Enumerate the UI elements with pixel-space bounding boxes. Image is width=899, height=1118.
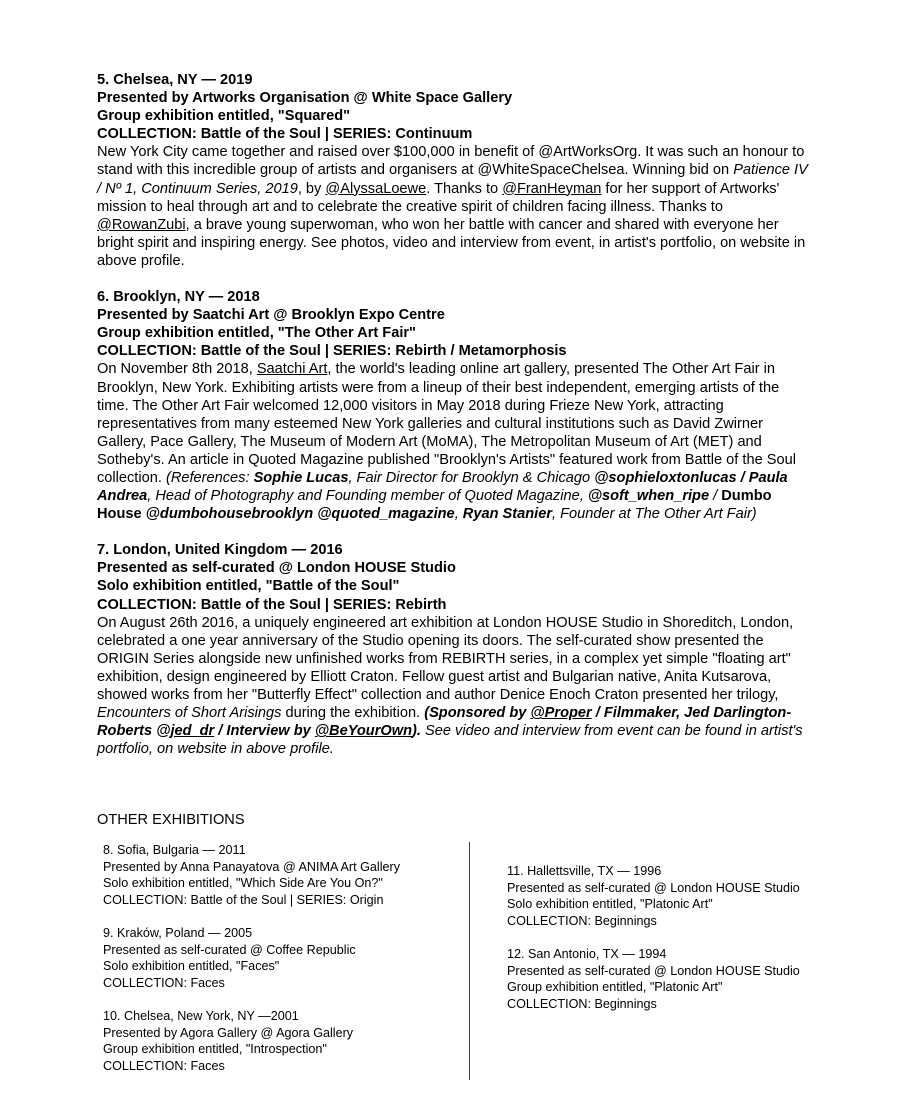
description-text: See video and interview from event can be found in artist's portfolio, on website in above profile. — [97, 723, 803, 758]
reference-handle: @dumbohousebrooklyn @quoted_magazine — [145, 506, 455, 523]
other-exhibitions-left — [103, 842, 463, 1091]
exhibition-6 — [97, 288, 809, 523]
jed-dr-link[interactable]: jed_dr — [170, 723, 215, 740]
sponsor-text: / Interview by — [214, 723, 315, 740]
exhibition-heading: 10. Chelsea, New York, NY —2001 — [103, 1008, 299, 1023]
rowanzubi-link[interactable]: @RowanZubi — [97, 216, 186, 233]
exhibition-collection: COLLECTION: Battle of the Soul | SERIES: Continuum — [97, 126, 473, 143]
exhibition-collection: COLLECTION: Beginnings — [507, 913, 657, 928]
exhibition-type: Group exhibition entitled, "The Other Art Fair" — [97, 325, 416, 342]
exhibition-heading: 8. Sofia, Bulgaria — 2011 — [103, 843, 246, 857]
exhibition-collection: COLLECTION: Faces — [103, 1058, 225, 1073]
description-text: . Thanks to — [426, 180, 503, 197]
exhibition-12 — [507, 946, 867, 1012]
exhibition-heading: 6. Brooklyn, NY — 2018 — [97, 289, 260, 306]
exhibition-presenter: Presented by Saatchi Art @ Brooklyn Expo Centre — [97, 307, 445, 324]
exhibition-9 — [103, 925, 463, 991]
description-text: , a brave young superwoman, who won her battle with cancer and shared with everyone her bright spirit and inspiring energy. See photos, video and interview from event, in artist's portfolio, on website in above profile. — [97, 216, 806, 269]
exhibition-8 — [103, 842, 463, 908]
reference-handle: @sophieloxtonlucas / Paula Andrea — [97, 469, 788, 505]
exhibition-5 — [97, 71, 809, 270]
description-text: , the world's leading online art gallery, presented The Other Art Fair in Brooklyn, New York. Exhibiting artists were from a lineup of their best independent, emerging artists of the time. The Other Art Fair welcomed 12,000 visitors in May 2018 during Frieze New York, attracting representatives from many esteemed New York galleries and cultural institutions such as David Zwirner Gallery, Pace Gallery, The Museum of Modern Art (MoMA), The Metropolitan Museum of Art (MET) and Sotheby's. An article in Quoted Magazine published "Brooklyn's Artists" featured work from Battle of the Soul collection. — [97, 361, 796, 486]
saatchi-art-link[interactable]: Saatchi Art — [256, 361, 328, 378]
column-divider — [469, 842, 470, 1080]
exhibition-description — [97, 614, 809, 759]
proper-link[interactable]: @Proper — [530, 705, 592, 722]
sponsor-text: ). — [412, 723, 421, 740]
exhibition-heading: 9. Kraków, Poland — 2005 — [103, 925, 253, 940]
reference-handle: @soft_when_ripe — [587, 488, 710, 505]
exhibition-heading: 5. Chelsea, NY — 2019 — [97, 72, 253, 88]
artwork-title: Patience IV / Nº 1, Continuum Series, 2019 — [97, 162, 808, 197]
exhibition-presenter: Presented by Artworks Organisation @ White Space Gallery — [97, 90, 513, 107]
exhibition-heading: 12. San Antonio, TX — 1994 — [507, 946, 667, 961]
description-text: for her support of Artworks' mission to heal through art and to celebrate the creative spirit of children facing illness. Thanks to — [97, 180, 780, 215]
exhibition-type: Group exhibition entitled, "Platonic Art" — [507, 980, 723, 995]
exhibition-presenter: Presented as self-curated @ Coffee Republic — [103, 942, 356, 957]
beyourown-link[interactable]: @BeYourOwn — [314, 723, 413, 740]
exhibition-collection: COLLECTION: Battle of the Soul | SERIES: Rebirth — [97, 596, 447, 613]
description-text: On November 8th 2018, — [97, 361, 257, 378]
sponsor-text: (Sponsored by — [424, 705, 531, 722]
franheyman-link[interactable]: @FranHeyman — [502, 180, 602, 197]
other-exhibitions-right — [507, 863, 867, 1029]
sponsor-text: / Filmmaker, Jed Darlington-Roberts @ — [97, 705, 792, 740]
exhibition-presenter: Presented as self-curated @ London HOUSE Studio — [507, 963, 800, 978]
references — [97, 470, 788, 522]
exhibition-presenter: Presented as self-curated @ London HOUSE Studio — [97, 560, 456, 577]
alyssaloewe-link[interactable]: @AlyssaLoewe — [325, 180, 427, 197]
exhibition-presenter: Presented as self-curated @ London HOUSE Studio — [507, 880, 800, 895]
references-text: , Founder at The Other Art Fair) — [552, 506, 757, 523]
exhibitions-main — [97, 71, 809, 776]
exhibition-description — [97, 360, 809, 523]
book-title: Encounters of Short Arisings — [97, 705, 282, 722]
exhibition-type: Solo exhibition entitled, "Platonic Art" — [507, 897, 713, 912]
references-text: , Head of Photography and Founding member of Quoted Magazine, — [147, 488, 588, 505]
other-exhibitions-title: OTHER EXHIBITIONS — [97, 812, 245, 828]
description-text: , by — [297, 180, 326, 197]
exhibition-7 — [97, 541, 809, 758]
references-text: , — [454, 506, 463, 523]
exhibition-type: Group exhibition entitled, "Introspection" — [103, 1042, 327, 1057]
reference-name: Dumbo House — [97, 488, 772, 523]
references-text: / — [709, 488, 722, 505]
reference-name: Sophie Lucas — [253, 469, 349, 486]
exhibition-collection: COLLECTION: Faces — [103, 975, 225, 990]
exhibition-presenter: Presented by Anna Panayatova @ ANIMA Art Gallery — [103, 859, 401, 874]
exhibition-presenter: Presented by Agora Gallery @ Agora Gallery — [103, 1025, 354, 1040]
description-text: On August 26th 2016, a uniquely engineered art exhibition at London HOUSE Studio in Shoreditch, London, celebrated a one year anniversary of the Studio opening its doors. The self-curated show presented the ORIGIN Series alongside new unfinished works from REBIRTH series, in a complex yet simple "floating art" exhibition, design engineered by Elliott Craton. Fellow guest artist and Bulgarian native, Anita Kutsarova, showed works from her "Butterfly Effect" collection and author Denice Enoch Craton presented her trilogy, — [97, 614, 794, 703]
exhibition-type: Solo exhibition entitled, "Faces" — [103, 959, 280, 974]
description-text: New York City came together and raised over $100,000 in benefit of @ArtWorksOrg. It was such an honour to stand with this incredible group of artists and organisers at @WhiteSpaceChelsea. Winning bid on — [97, 144, 805, 179]
references-text: , Fair Director for Brooklyn & Chicago — [348, 469, 595, 486]
exhibition-collection: COLLECTION: Battle of the Soul | SERIES: Origin — [103, 892, 384, 907]
exhibition-type: Solo exhibition entitled, "Battle of the Soul" — [97, 578, 400, 595]
exhibition-type: Solo exhibition entitled, "Which Side Are You On?" — [103, 876, 383, 891]
exhibition-collection: COLLECTION: Battle of the Soul | SERIES: Rebirth / Metamorphosis — [97, 343, 567, 360]
exhibition-heading: 11. Hallettsville, TX — 1996 — [507, 864, 662, 878]
exhibition-heading: 7. London, United Kingdom — 2016 — [97, 542, 343, 559]
exhibition-10 — [103, 1008, 463, 1074]
exhibition-collection: COLLECTION: Beginnings — [507, 996, 657, 1011]
exhibition-11 — [507, 863, 867, 929]
exhibition-description — [97, 143, 809, 270]
exhibition-type: Group exhibition entitled, "Squared" — [97, 108, 351, 125]
reference-name: Ryan Stanier — [462, 506, 553, 523]
description-text: during the exhibition. — [281, 705, 425, 722]
references-text: (References: — [165, 469, 254, 486]
